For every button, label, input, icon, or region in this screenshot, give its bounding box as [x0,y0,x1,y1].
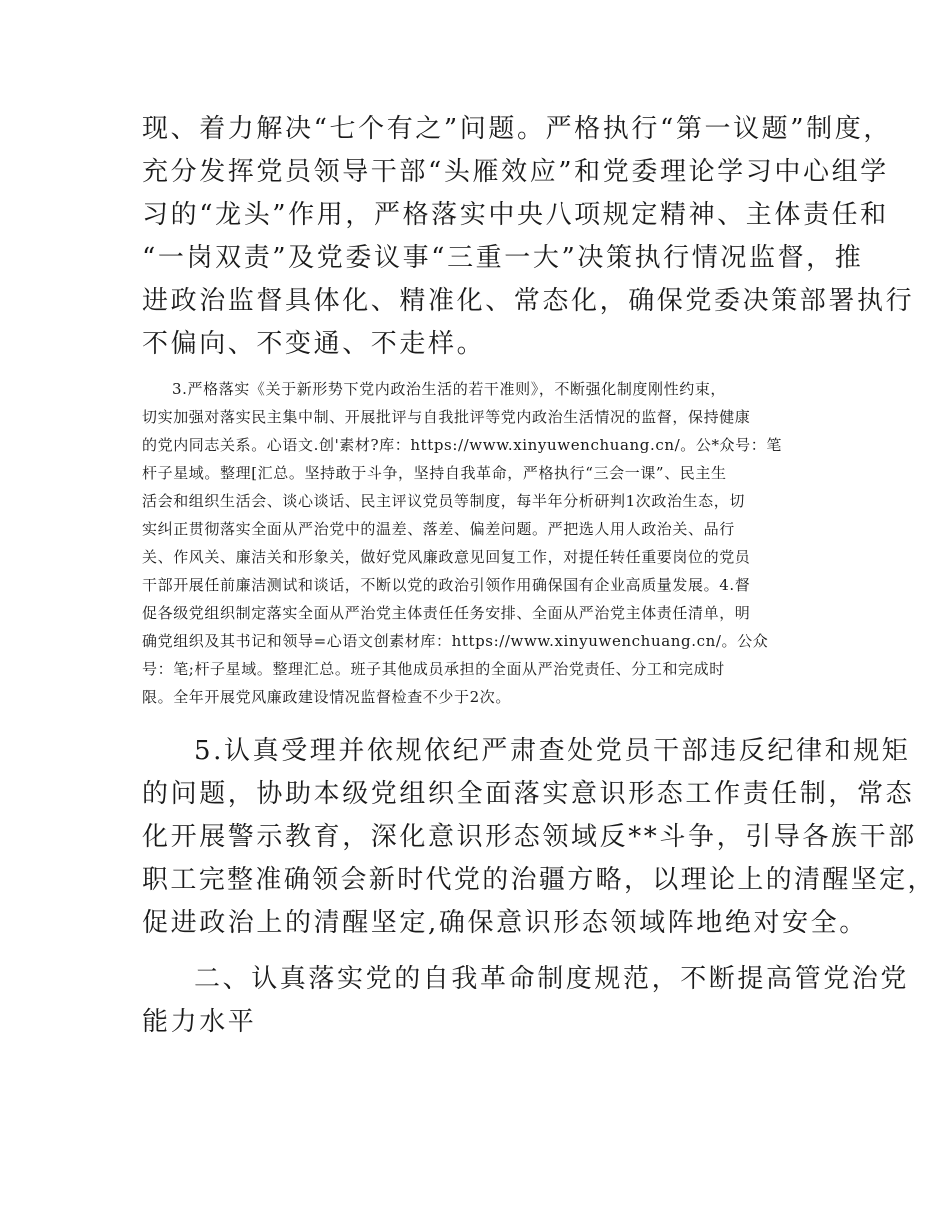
text-line: 的党内同志关系。心语文.创'素材?库：https://www.xinyuwenchuang.cn/。公*众号：笔 [142,436,782,454]
text-line: 促各级党组织制定落实全面从严治党主体责任任务安排、全面从严治党主体责任清单，明 [142,604,751,622]
text-line: 确党组织及其书记和领导=心语文创素材库：https://www.xinyuwenchuang.cn/。公众 [142,632,769,650]
text-line: “一岗双责”及党委议事“三重一大”决策执行情况监督，推 [142,243,864,273]
text-line: 不偏向、不变通、不走样。 [142,329,486,359]
text-line: 的问题，协助本级党组织全面落实意识形态工作责任制，常态 [142,779,915,809]
text-line: 充分发挥党员领导干部“头雁效应”和党委理论学习中心组学 [142,157,889,187]
text-line: 干部开展任前廉洁测试和谈话，不断以党的政治引领作用确保国有企业高质量发展。4.督 [142,576,751,594]
text-line: 习的“龙头”作用，严格落实中央八项规定精神、主体责任和 [142,200,889,230]
text-line: 现、着力解决“七个有之”问题。严格执行“第一议题”制度， [142,114,892,144]
text-line: 号：笔;杆子星域。整理汇总。班子其他成员承担的全面从严治党责任、分工和完成时 [142,660,725,678]
text-line: 3.严格落实《关于新形势下党内政治生活的若干准则》，不断强化制度刚性约束， [172,380,727,398]
text-line: 活会和组织生活会、谈心谈话、民主评议党员等制度，每半年分析研判1次政治生态，切 [142,492,745,510]
text-line: 5.认真受理并依规依纪严肃查处党员干部违反纪律和规矩 [194,736,911,766]
text-line: 切实加强对落实民主集中制、开展批评与自我批评等党内政治生活情况的监督，保持健康 [142,408,751,426]
heading-line: 二、认真落实党的自我革命制度规范，不断提高管党治党 [194,964,910,994]
text-line: 进政治监督具体化、精准化、常态化，确保党委决策部署执行 [142,286,915,316]
text-line: 实纠正贯彻落实全面从严治党中的温差、落差、偏差问题。严把选人用人政治关、品行 [142,520,735,538]
text-line: 限。全年开展党风廉政建设情况监督检查不少于2次。 [142,688,511,706]
text-line: 职工完整准确领会新时代党的治疆方略，以理论上的清醒坚定， [142,865,936,895]
text-line: 促进政治上的清醒坚定,确保意识形态领域阵地绝对安全。 [142,908,868,938]
text-line: 化开展警示教育，深化意识形态领域反**斗争，引导各族干部 [142,822,917,852]
text-line: 杆子星域。整理[汇总。坚持敢于斗争，坚持自我革命，严格执行“三会一课”、民主生 [142,464,727,482]
heading-line: 能力水平 [142,1007,257,1037]
text-line: 关、作风关、廉洁关和形象关，做好党风廉政意见回复工作，对提任转任重要岗位的党员 [142,548,751,566]
